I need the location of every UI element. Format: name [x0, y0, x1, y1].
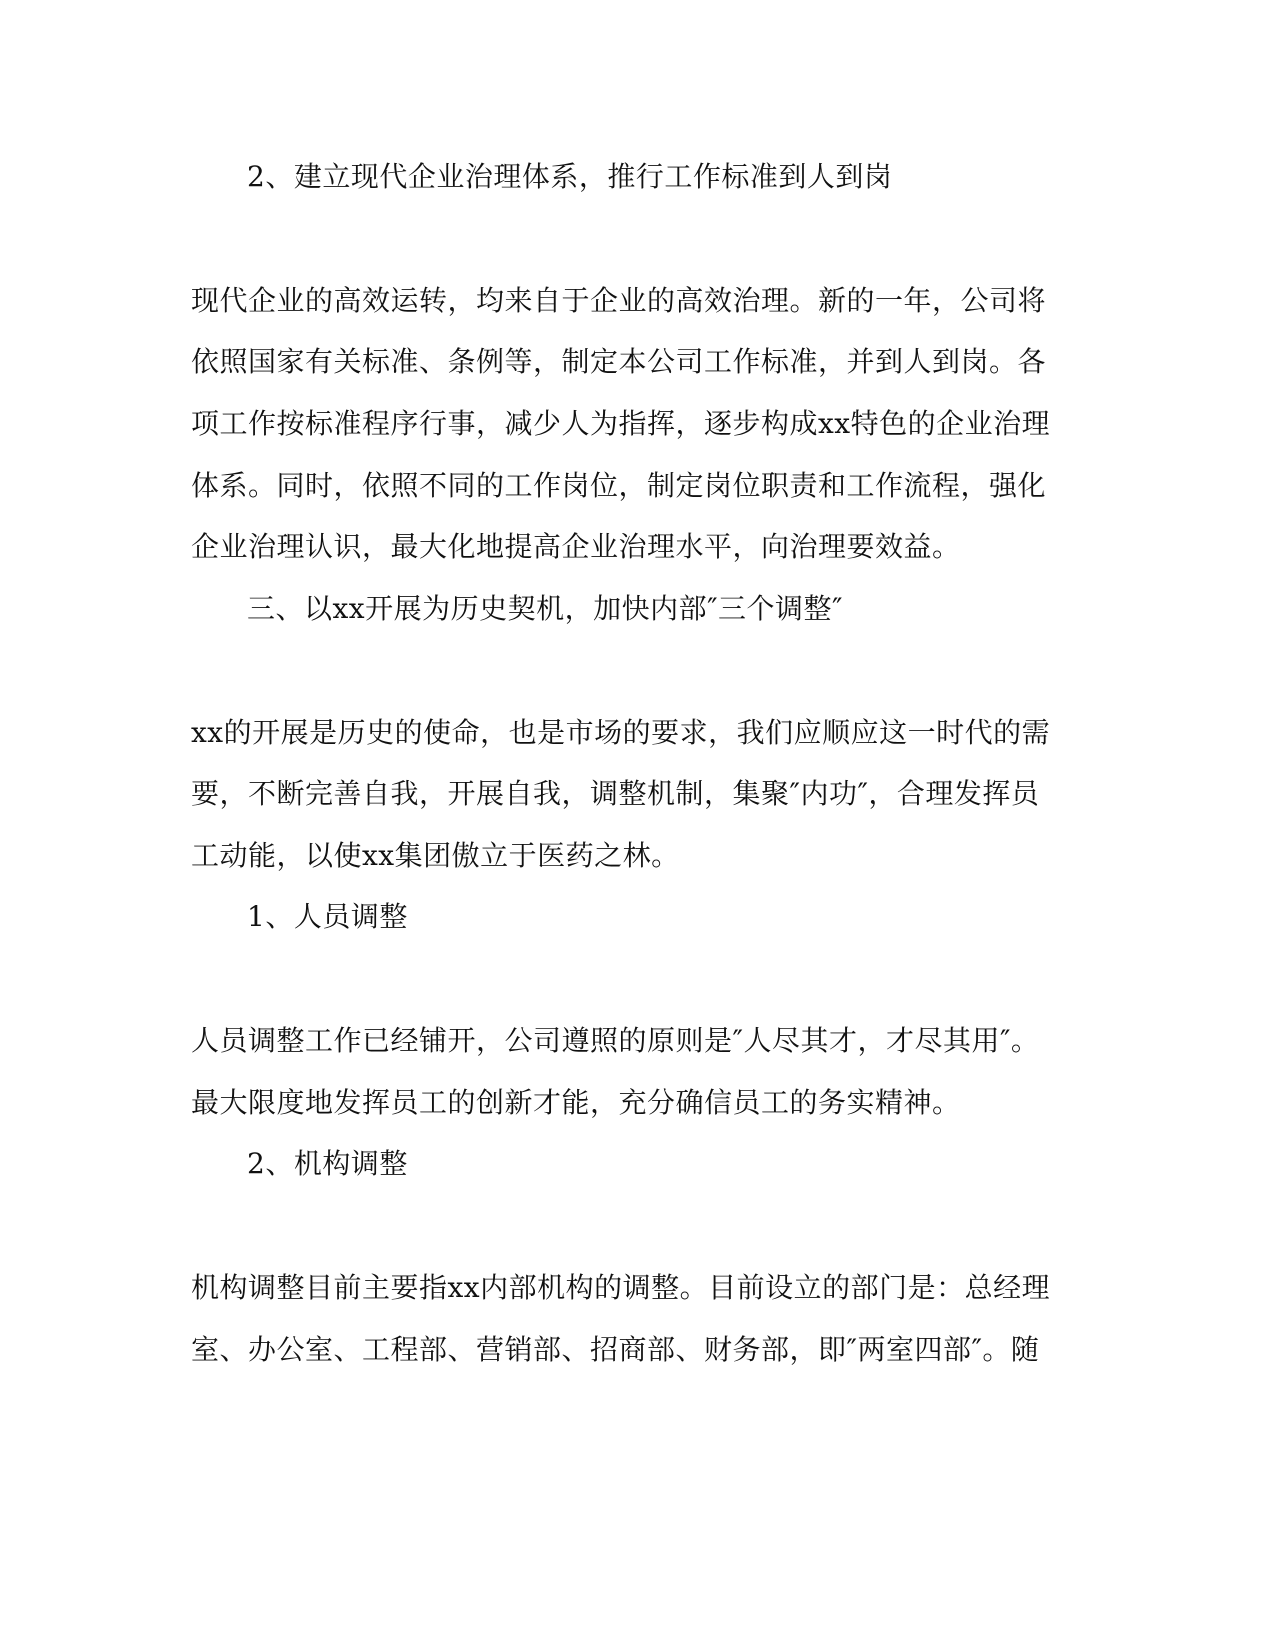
paragraph-line: 机构调整目前主要指xx内部机构的调整。目前设立的部门是：总经理 — [191, 1271, 1051, 1304]
paragraph-line: 企业治理认识，最大化地提高企业治理水平，向治理要效益。 — [191, 530, 961, 563]
paragraph-line: 项工作按标准程序行事，减少人为指挥，逐步构成xx特色的企业治理 — [191, 407, 1051, 440]
paragraph-line: 依照国家有关标准、条例等，制定本公司工作标准，并到人到岗。各 — [191, 345, 1047, 378]
paragraph-line: xx的开展是历史的使命，也是市场的要求，我们应顺应这一时代的需 — [191, 716, 1051, 749]
section-heading-personnel-adjustment: 1、人员调整 — [247, 900, 408, 933]
paragraph-line: 现代企业的高效运转，均来自于企业的高效治理。新的一年，公司将 — [191, 284, 1047, 317]
paragraph-line: 工动能，以使xx集团傲立于医药之林。 — [191, 839, 680, 872]
paragraph-line: 人员调整工作已经铺开，公司遵照的原则是″人尽其才，才尽其用″。 — [191, 1024, 1040, 1057]
section-heading-three-adjustments: 三、以xx开展为历史契机，加快内部″三个调整″ — [247, 592, 844, 625]
section-heading-management-system: 2、建立现代企业治理体系，推行工作标准到人到岗 — [247, 160, 893, 193]
paragraph-line: 室、办公室、工程部、营销部、招商部、财务部，即″两室四部″。随 — [191, 1333, 1040, 1366]
paragraph-line: 要，不断完善自我，开展自我，调整机制，集聚″内功″，合理发挥员 — [191, 777, 1040, 810]
paragraph-line: 最大限度地发挥员工的创新才能，充分确信员工的务实精神。 — [191, 1086, 961, 1119]
paragraph-line: 体系。同时，依照不同的工作岗位，制定岗位职责和工作流程，强化 — [191, 469, 1047, 502]
section-heading-organization-adjustment: 2、机构调整 — [247, 1147, 408, 1180]
